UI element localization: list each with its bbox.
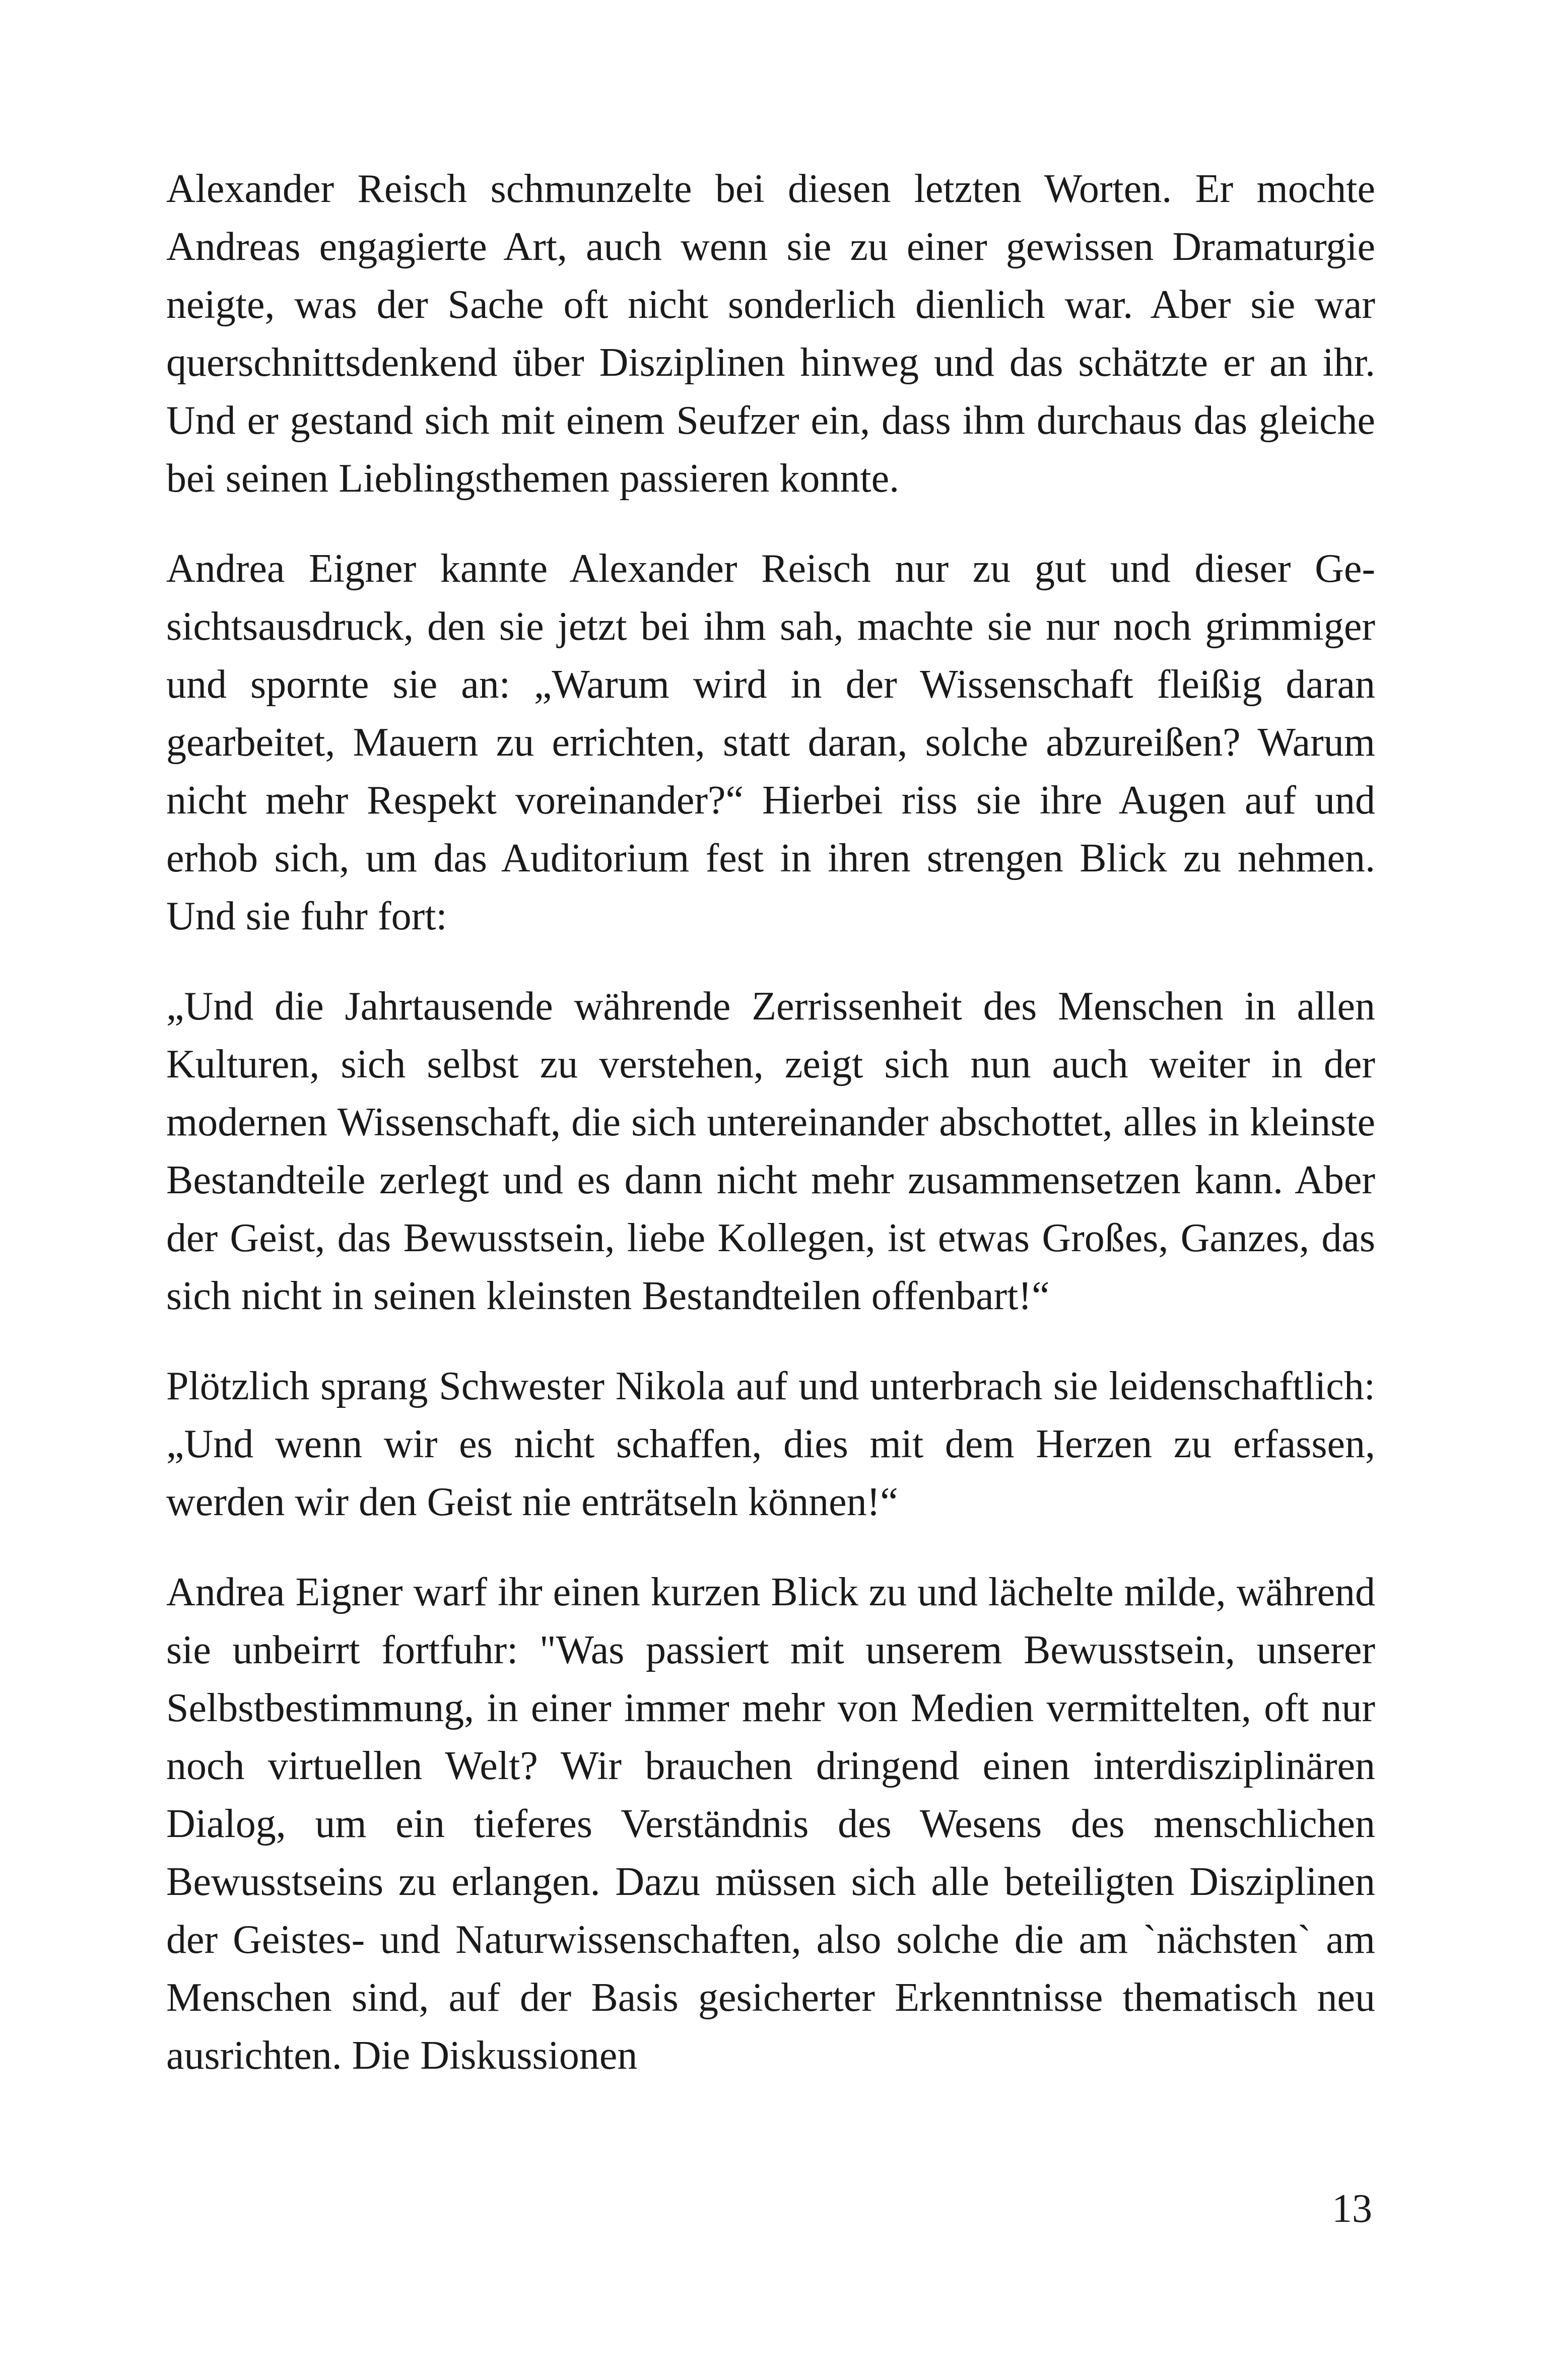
paragraph-1: Alexander Reisch schmunzelte bei diesen letzten Worten. Er mochte Andreas engagierte Art, auch wenn sie zu einer gewissen Dramaturgie neigte, was der Sache oft nicht sonderlich dienlich war. Aber sie war querschnittsdenkend über Disziplinen hinweg und das schätzte er an ihr. Und er gestand sich mit einem Seufzer ein, dass ihm durchaus das gleiche bei seinen Lieblingsthemen passieren konnte. <box>166 167 1375 501</box>
paragraph-5: Andrea Eigner warf ihr einen kurzen Blick zu und lächelte milde, während sie unbeirrt fortfuhr: "Was passiert mit unserem Bewusstsein, unserer Selbstbestimmung, in einer immer mehr von Medien vermittelten, oft nur noch virtuellen Welt? Wir brauchen dringend einen interdisziplinären Dialog, um ein tieferes Verständnis des Wesens des menschlichen Bewusstseins zu erlangen. Dazu müssen sich alle beteiligten Disziplinen der Geistes- und Naturwissenschaften, also solche die am `nächsten` am Menschen sind, auf der Basis gesicherter Erkenntnisse thematisch neu ausrichten. Die Diskussionen <box>166 1570 1375 2078</box>
paragraph-4: Plötzlich sprang Schwester Nikola auf und unterbrach sie leidenschaftlich: „Und wenn wir es nicht schaffen, dies mit dem Herzen zu erfassen, werden wir den Geist nie enträtseln können!“ <box>166 1364 1375 1524</box>
paragraph-3: „Und die Jahrtausende währende Zerrissenheit des Menschen in allen Kulturen, sich selbst zu verstehen, zeigt sich nun auch weiter in der modernen Wissenschaft, die sich untereinander abschottet, alles in kleinste Bestandteile zerlegt und es dann nicht mehr zusammensetzen kann. Aber der Geist, das Bewusstsein, liebe Kollegen, ist etwas Großes, Ganzes, das sich nicht in seinen kleinsten Bestandteilen offenbart!“ <box>166 984 1375 1318</box>
paragraph-2: Andrea Eigner kannte Alexander Reisch nur zu gut und dieser Gesichtsausdruck, den sie jetzt bei ihm sah, machte sie nur noch grimmiger und spornte sie an: „Warum wird in der Wissenschaft fleißig daran gearbeitet, Mauern zu errichten, statt daran, solche abzureißen? Warum nicht mehr Respekt voreinander?“ Hierbei riss sie ihre Augen auf und erhob sich, um das Auditorium fest in ihren strengen Blick zu nehmen. Und sie fuhr fort: <box>166 547 1375 938</box>
book-page <box>166 160 1375 2225</box>
page-number: 13 <box>1332 2187 1372 2231</box>
